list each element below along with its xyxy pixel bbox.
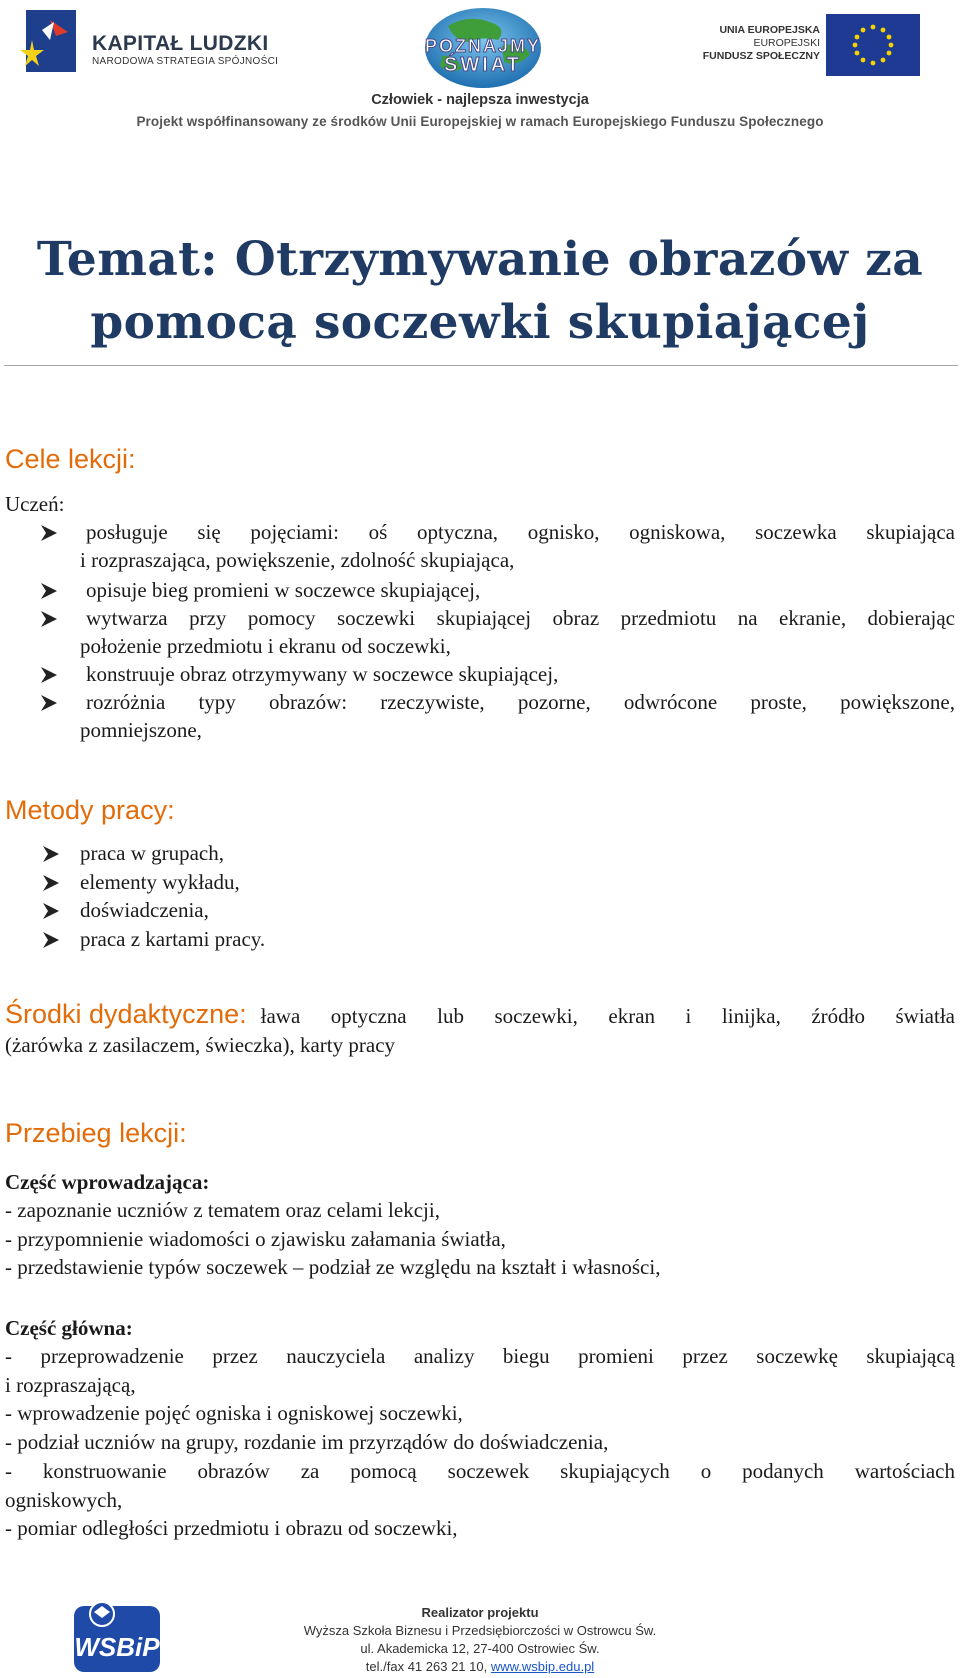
footer-address: ul. Akademicka 12, 27-400 Ostrowiec Św. [360,1641,600,1656]
method-item: praca w grupach, [80,841,225,865]
bullet-arrow-icon [40,665,58,690]
intro-item: - zapoznanie uczniów z tematem oraz celami lekcji, [5,1198,440,1222]
aids-paragraph [5,1000,955,1060]
aids-line-2: (żarówka z zasilaczem, świeczka), karty pracy [5,1033,396,1057]
footer-website-link[interactable]: www.wsbip.edu.pl [490,1659,595,1674]
main-item-line: i rozpraszającą, [5,1372,136,1397]
eu-logo-block [700,14,940,76]
title-line-2: pomocą soczewki skupiającej [90,295,870,350]
slogan: Człowiek - najlepsza inwestycja [371,92,589,108]
main-item-line: - pomiar odległości przedmiotu i obrazu od soczewki, [5,1516,458,1541]
footer-realizer: Realizator projektu [421,1605,539,1620]
bullet-arrow-icon [42,844,60,869]
goal-item-line: i rozpraszająca, powiększenie, zdolność skupiająca, [80,548,515,572]
goal-item-line: konstruuje obraz otrzymywany w soczewce skupiającej, [86,662,559,686]
bullet-arrow-icon [40,693,58,718]
bullet-arrow-icon [42,930,60,955]
bullet-arrow-icon [42,873,60,898]
goal-item-line: położenie przedmiotu i ekranu od soczewki, [80,634,451,658]
intro-item: - przedstawienie typów soczewek – podział ze względu na kształt i własności, [5,1255,661,1279]
main-item-line: - konstruowanie obrazów za pomocą soczewek skupiających o podanych wartościach [5,1458,955,1483]
logo-swiat-text: ŚWIAT [444,54,522,76]
methods-heading: Metody pracy: [5,795,175,825]
project-cofinancing-note: Projekt współfinansowany ze środków Unii Europejskiej w ramach Europejskiego Funduszu Społecznego [136,114,824,129]
ue-line-2: EUROPEJSKI [753,37,820,49]
logo-poznajmy-text: POZNAJMY [424,36,541,56]
goal-item-line: rozróżnia typy obrazów: rzeczywiste, pozorne, odwrócone proste, powiększone, [86,690,955,714]
footer-contact [0,1658,960,1675]
goals-intro: Uczeń: [5,492,65,516]
goal-item-line: opisuje bieg promieni w soczewce skupiającej, [86,578,481,602]
title-line-1: Temat: Otrzymywanie obrazów za [36,232,924,287]
wsbip-logo-text: WSBiP [74,1632,160,1662]
goals-heading: Cele lekcji: [5,444,136,474]
method-item: praca z kartami pracy. [80,926,266,951]
ue-line-3: FUNDUSZ SPOŁECZNY [702,50,820,62]
main-item-line: - podział uczniów na grupy, rozdanie im przyrządów do doświadczenia, [5,1430,609,1455]
footer-phone: tel./fax 41 263 21 10, [365,1659,488,1674]
bullet-arrow-icon [42,901,60,926]
kapital-ludzki-title: KAPITAŁ LUDZKI [92,32,269,55]
intro-part-heading: Część wprowadzająca: [5,1170,210,1194]
method-item: doświadczenia, [80,898,209,922]
bullet-arrow-icon [40,609,58,634]
aids-line-1: ława optyczna lub soczewki, ekran i linijka, źródło światła [260,1004,955,1028]
intro-item: - przypomnienie wiadomości o zjawisku załamania światła, [5,1226,506,1251]
main-item-line: - wprowadzenie pojęć ogniska i ogniskowej soczewki, [5,1401,463,1426]
footer-school: Wyższa Szkoła Biznesu i Przedsiębiorczości w Ostrowcu Św. [303,1623,657,1638]
kapital-ludzki-star-icon [20,10,76,72]
goal-item-line: wytwarza przy pomocy soczewki skupiającej obraz przedmiotu na ekranie, dobierając [86,606,955,630]
bullet-arrow-icon [40,581,58,606]
goal-item-line: posługuje się pojęciami: oś optyczna, ognisko, ogniskowa, soczewka skupiająca [86,520,955,544]
ue-line-1: UNIA EUROPEJSKA [719,24,820,36]
main-item-line: ogniskowych, [5,1487,123,1512]
title-divider [4,365,958,366]
main-part-heading: Część główna: [5,1316,133,1340]
course-heading: Przebieg lekcji: [5,1118,187,1148]
page-title [0,228,960,354]
goal-item-line: pomniejszone, [80,718,202,742]
aids-heading: Środki dydaktyczne: [5,999,247,1029]
eu-flag-icon [826,14,920,76]
main-item-line: - przeprowadzenie przez nauczyciela analizy biegu promieni przez soczewkę skupiającą [5,1344,955,1368]
method-item: elementy wykładu, [80,869,240,894]
kapital-ludzki-subtitle: NARODOWA STRATEGIA SPÓJNOŚCI [92,56,279,67]
bullet-arrow-icon [40,523,58,548]
